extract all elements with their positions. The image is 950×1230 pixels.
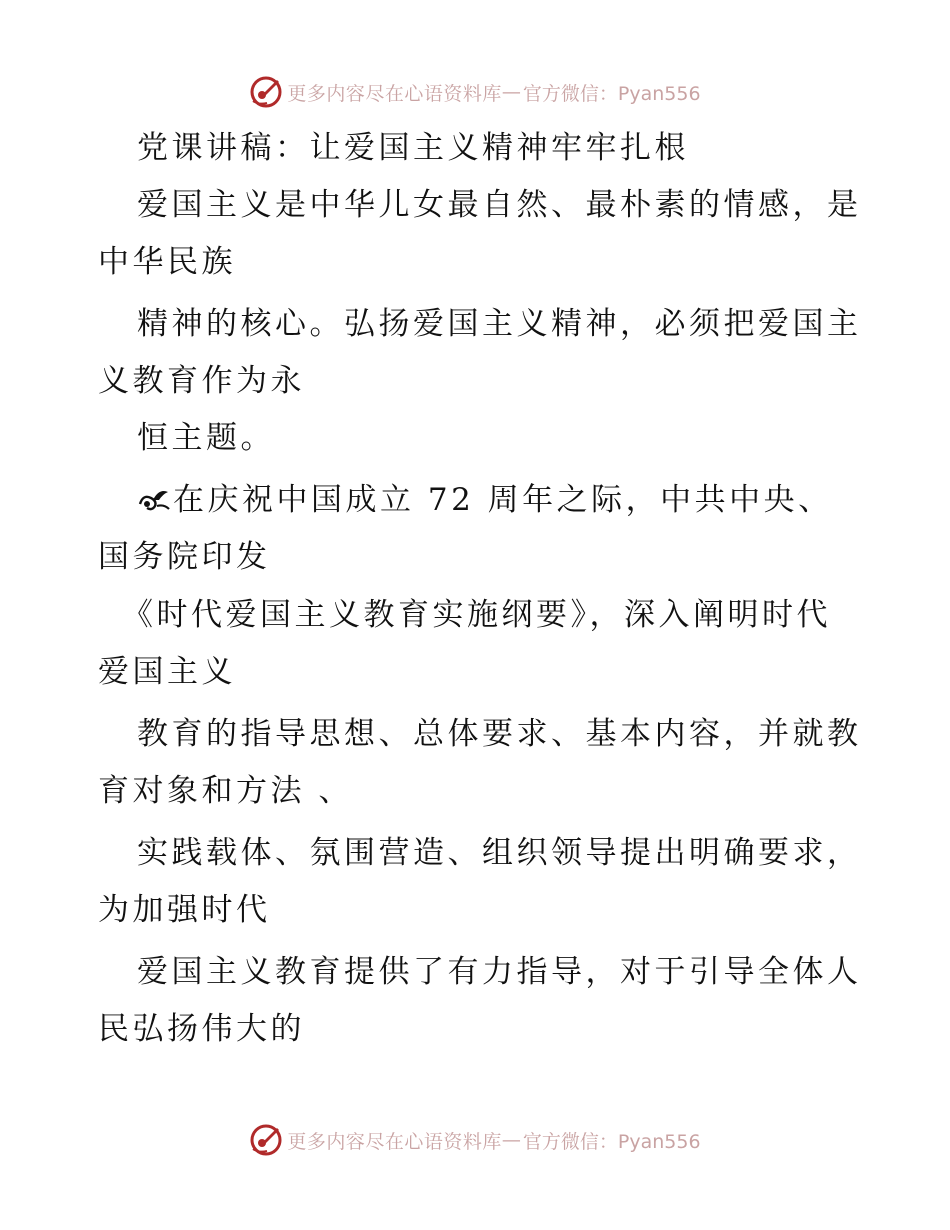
- footer-banner: [0, 1120, 950, 1160]
- paragraph-line: 恒主题。: [137, 420, 275, 456]
- red-circle-pen-icon: [249, 75, 283, 109]
- paragraph-line: 为加强时代: [98, 892, 271, 928]
- floral-ornament-icon: [137, 484, 171, 514]
- paragraph-line: 义教育作为永: [98, 363, 305, 399]
- paragraph-line: 《时代爱国主义教育实施纲要》，深入阐明时代: [122, 597, 831, 633]
- document-title: 党课讲稿：让爱国主义精神牢牢扎根: [137, 130, 689, 166]
- banner-wechat: 官方微信：Pyan556: [522, 82, 701, 105]
- red-circle-pen-icon: [249, 1123, 283, 1157]
- banner-wechat: 官方微信：Pyan556: [522, 1130, 701, 1153]
- paragraph-line: 爱国主义: [98, 654, 236, 690]
- paragraph-line-ornamented: [0, 480, 950, 520]
- paragraph-line: 爱国主义是中华儿女最自然、最朴素的情感，是: [137, 187, 862, 223]
- paragraph-line: 育对象和方法 、: [98, 773, 353, 809]
- paragraph-line: 精神的核心。弘扬爱国主义精神，必须把爱国主: [137, 306, 862, 342]
- paragraph-line-text: 在庆祝中国成立 72 周年之际，中共中央、: [173, 482, 833, 518]
- paragraph-line: 爱国主义教育提供了有力指导，对于引导全体人: [137, 954, 862, 990]
- paragraph-line: 民弘扬伟大的: [98, 1011, 305, 1047]
- paragraph-line: 实践载体、氛围营造、组织领导提出明确要求，: [137, 835, 862, 871]
- banner-separator: —: [501, 81, 521, 103]
- paragraph-line: 中华民族: [98, 244, 236, 280]
- paragraph-line: 教育的指导思想、总体要求、基本内容，并就教: [137, 716, 862, 752]
- paragraph-line: 国务院印发: [98, 539, 271, 575]
- banner-text: 更多内容尽在心语资料库: [287, 1130, 502, 1153]
- banner-separator: —: [501, 1129, 521, 1151]
- header-banner: [0, 72, 950, 112]
- banner-text: 更多内容尽在心语资料库: [287, 82, 502, 105]
